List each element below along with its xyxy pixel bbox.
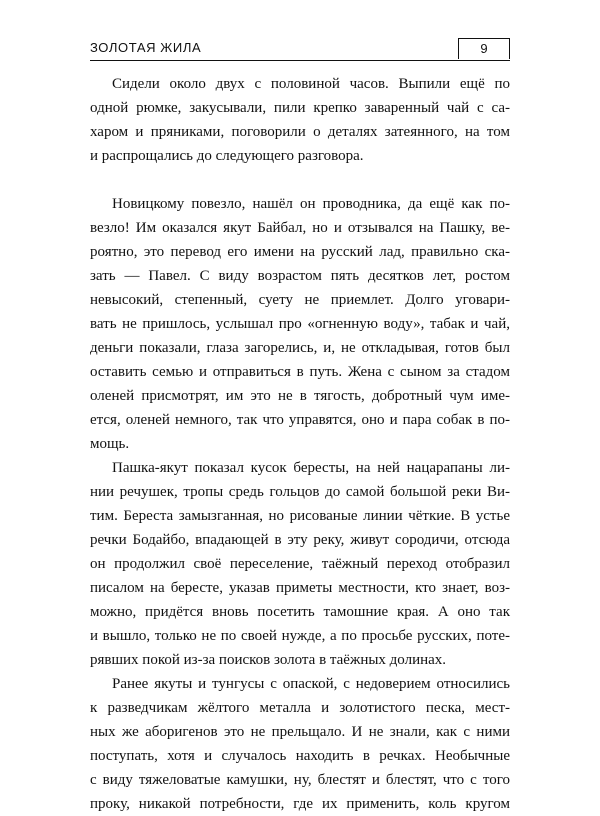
paragraph-gap <box>90 168 510 192</box>
text-line: проку, никакой потребности, где их применить, коль кругом <box>90 796 510 812</box>
text-line: тим. Береста замызганная, но рисованые линии чёткие. В устье <box>90 508 510 524</box>
text-line: роятно, это перевод его имени на русский лад, правильно ска- <box>90 244 510 260</box>
text-line: Пашка-якут показал кусок бересты, на ней нацарапаны ли- <box>112 460 510 476</box>
text-line: оставить семью и отправиться в путь. Жена с сыном за стадом <box>90 364 510 380</box>
text-line: Сидели около двух с половиной часов. Выпили ещё по <box>112 76 510 92</box>
text-line: вать не пришлось, услышал про «огненную воду», табак и чай, <box>90 316 510 332</box>
text-line: можно, придётся вновь посетить тамошние края. А оно так <box>90 604 510 620</box>
running-header <box>90 38 510 61</box>
text-line: он продолжил своё переселение, таёжный переход отобразил <box>90 556 510 572</box>
text-line: писалом на бересте, указав приметы местности, кто знает, воз- <box>90 580 510 596</box>
text-line: и распрощались до следующего разговора. <box>90 148 364 164</box>
text-line: с виду тяжеловатые камушки, ну, блестят и блестят, что с того <box>90 772 510 788</box>
text-line: ных же аборигенов это не прельщало. И не знали, как с ними <box>90 724 510 740</box>
text-line: оленей присмотрят, им это не в тягость, добротный чум име- <box>90 388 510 404</box>
text-line: везло! Им оказался якут Байбал, но и отзывался на Пашку, ве- <box>90 220 510 236</box>
text-line: деньги показали, глаза загорелись, и, не откладывая, готов был <box>90 340 510 356</box>
text-line: одной рюмке, закусывали, пили крепко заваренный чай с са- <box>90 100 510 116</box>
text-line: рявших покой из-за поисков золота в таёжных долинах. <box>90 652 447 668</box>
text-line: мощь. <box>90 436 130 452</box>
header-title: ЗОЛОТАЯ ЖИЛА <box>90 40 202 55</box>
text-line: ется, оленей немного, так что управятся, оно и пара собак в по- <box>90 412 510 428</box>
text-line: невысокий, степенный, суету не приемлет. Долго уговари- <box>90 292 510 308</box>
text-line: речки Бодайбо, впадающей в эту реку, живут сородичи, отсюда <box>90 532 510 548</box>
text-line: зать — Павел. С виду возрастом пять десятков лет, ростом <box>90 268 510 284</box>
text-line: и вышло, только не по своей нужде, а по просьбе русских, поте- <box>90 628 510 644</box>
text-line: к разведчикам жёлтого металла и золотистого песка, мест- <box>90 700 510 716</box>
text-line: Новицкому повезло, нашёл он проводника, да ещё как по- <box>112 196 510 212</box>
text-line: нии речушек, тропы средь гольцов до самой большой реки Ви- <box>90 484 510 500</box>
page-number: 9 <box>458 38 510 59</box>
text-line: поступать, хотя и случалось находить в речках. Необычные <box>90 748 510 764</box>
text-line: Ранее якуты и тунгусы с опаской, с недоверием относились <box>112 676 510 692</box>
body-text <box>90 72 510 816</box>
text-line: харом и пряниками, поговорили о деталях затеянного, на том <box>90 124 510 140</box>
